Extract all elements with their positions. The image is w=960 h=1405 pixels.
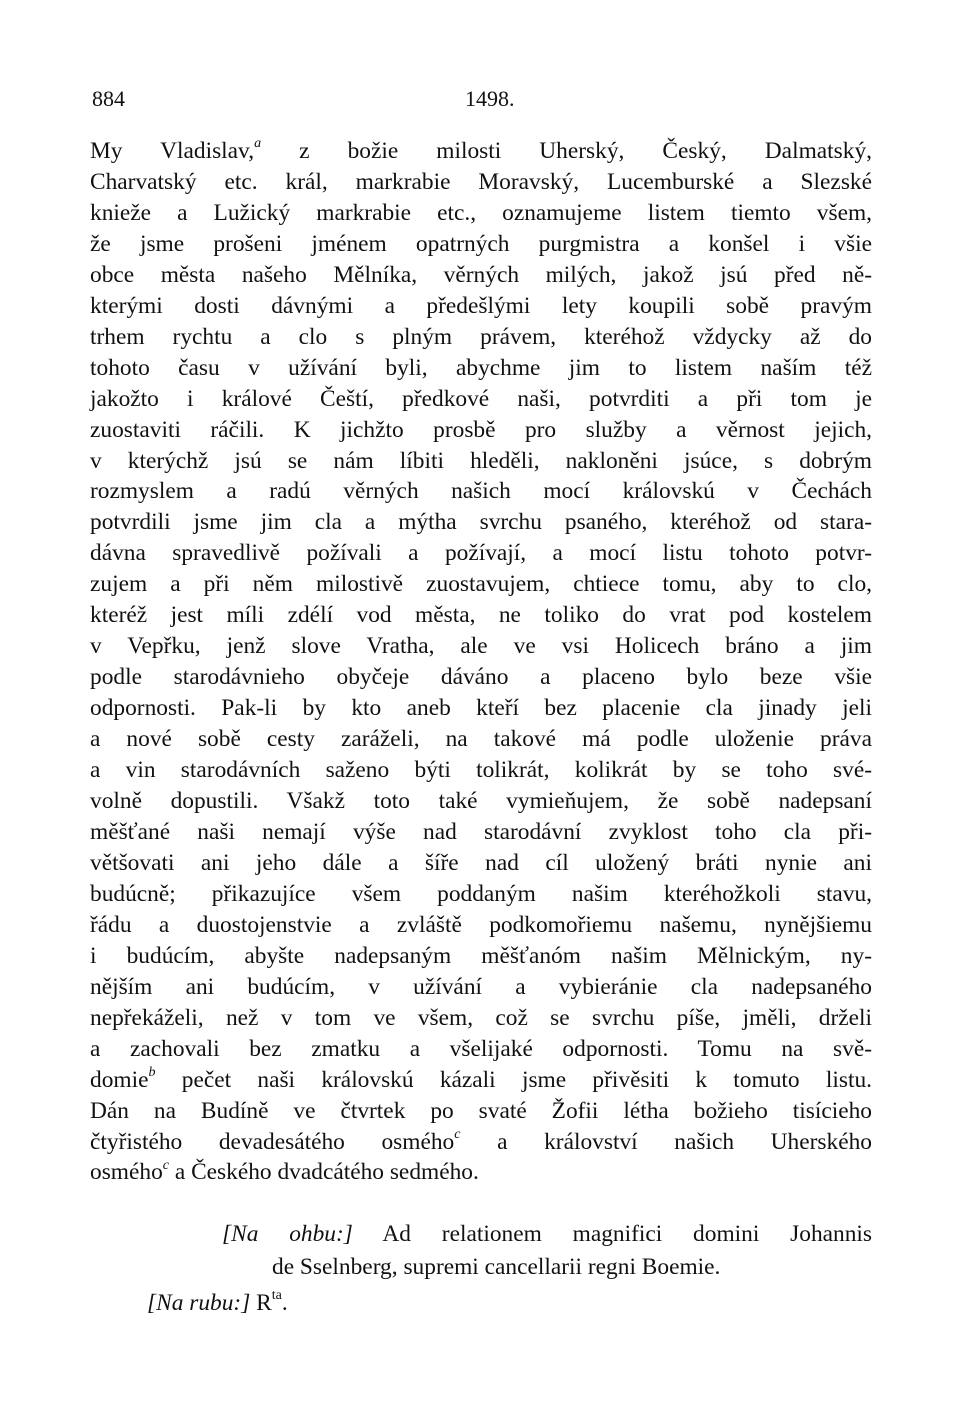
text-segment: kteréž jest míli zdélí vod města, ne toliko do vrat pod kostelem xyxy=(90,602,872,629)
text-segment: rozmyslem a radú věrných našich mocí královskú v Čechách xyxy=(90,478,872,505)
text-line xyxy=(90,229,872,260)
text-segment: potvrdili jsme jim cla a mýtha svrchu psaného, kteréhož od stara- xyxy=(90,509,872,536)
text-line xyxy=(90,322,872,353)
footnote-marker: a xyxy=(254,135,262,152)
text-segment: budúcně; přikazujíce všem poddaným našim kteréhožkoli stavu, xyxy=(90,880,872,907)
text-segment: osmého xyxy=(90,1159,163,1186)
text-line xyxy=(90,167,872,198)
text-line xyxy=(90,848,872,879)
text-line xyxy=(90,879,872,910)
text-segment: z božie milosti Uherský, Český, Dalmatský, xyxy=(261,138,872,164)
text-line xyxy=(90,476,872,507)
text-line xyxy=(90,724,872,755)
text-segment: a Českého dvadcátého sedmého. xyxy=(169,1159,479,1186)
text-segment: domie xyxy=(90,1066,149,1093)
text-line xyxy=(90,941,872,972)
text-segment: v kterýchž jsú se nám líbiti hleděli, nakloněni jsúce, s dobrým xyxy=(90,447,872,474)
text-line xyxy=(90,198,872,229)
fold-note-text-1: Ad relationem magnifici domini Johannis xyxy=(352,1221,873,1247)
text-segment: měšťané naši nemají výše nad starodávní zvyklost toho cla při- xyxy=(90,818,872,845)
text-segment: My Vladislav, xyxy=(90,138,255,164)
footnote-marker: c xyxy=(454,1125,461,1142)
text-line xyxy=(90,260,872,291)
verso-note-end: . xyxy=(281,1290,288,1316)
text-segment: i budúcím, abyšte nadepsaným měšťanóm našim Mělnickým, ny- xyxy=(90,942,872,969)
text-segment: čtyřistého devadesátého osmého xyxy=(90,1128,455,1155)
verso-note-label: [Na rubu:] xyxy=(147,1290,251,1316)
text-line xyxy=(90,1096,872,1127)
text-segment: v Vepřku, jenž slove Vratha, ale ve vsi Holicech bráno a jim xyxy=(90,633,872,660)
text-segment: že jsme prošeni jménem opatrných purgmistra a konšel i všie xyxy=(90,230,872,257)
text-segment: trhem rychtu a clo s plným právem, kteréhož vždycky až do xyxy=(90,323,872,350)
fold-note-line-2: de Sselnberg, supremi cancellarii regni Boemie. xyxy=(272,1254,721,1280)
text-segment: knieže a Lužický markrabie etc., oznamujeme listem tiemto všem, xyxy=(90,199,872,226)
fold-note xyxy=(222,1218,872,1284)
text-line xyxy=(90,1157,872,1188)
text-segment: většovati ani jeho dále a šíře nad cíl uložený bráti nynie ani xyxy=(90,849,872,876)
text-segment: odpornosti. Pak-li by kto aneb kteří bez placenie cla jinady jeli xyxy=(90,695,872,722)
text-line xyxy=(90,786,872,817)
text-segment: a nové sobě cesty zaráželi, na takové má podle uloženie práva xyxy=(90,726,872,753)
text-line xyxy=(90,1065,872,1096)
text-line xyxy=(90,1003,872,1034)
text-line xyxy=(90,662,872,693)
text-line xyxy=(90,538,872,569)
text-line xyxy=(90,446,872,477)
text-line xyxy=(90,415,872,446)
text-segment: obce města našeho Mělníka, věrných milých, jakož jsú před ně- xyxy=(90,261,872,288)
text-line xyxy=(90,972,872,1003)
text-line xyxy=(90,291,872,322)
text-line xyxy=(90,817,872,848)
text-segment: kterými dosti dávnými a předešlými lety koupili sobě pravým xyxy=(90,292,872,319)
text-segment: Dán na Budíně ve čtvrtek po svaté Žofii létha božieho tisícieho xyxy=(90,1097,872,1124)
text-line xyxy=(90,631,872,662)
text-segment: a zachovali bez zmatku a všelijaké odpornosti. Tomu na svě- xyxy=(90,1035,872,1062)
text-line xyxy=(90,1034,872,1065)
text-line xyxy=(90,569,872,600)
text-line xyxy=(90,755,872,786)
document-year: 1498. xyxy=(465,86,515,111)
text-segment: tohoto času v užívání byli, abychme jim to listem naším též xyxy=(90,354,872,381)
text-segment: dávna spravedlivě požívali a požívají, a mocí listu tohoto potvr- xyxy=(90,540,872,567)
text-segment: a vin starodávních saženo býti tolikrát, kolikrát by se toho své- xyxy=(90,757,872,784)
text-segment: nepřekáželi, než v tom ve všem, což se svrchu píše, jměli, drželi xyxy=(90,1004,872,1031)
fold-note-label: [Na ohbu:] xyxy=(222,1221,353,1247)
verso-note-superscript: ta xyxy=(271,1287,282,1304)
verso-note-text: R xyxy=(250,1290,272,1316)
text-line xyxy=(90,910,872,941)
footnote-marker: b xyxy=(148,1063,156,1080)
text-segment: zuostaviti ráčili. K jichžto prosbě pro služby a věrnost jejich, xyxy=(90,416,872,443)
text-segment: zujem a při něm milostivě zuostavujem, chtiece tomu, aby to clo, xyxy=(90,571,872,598)
page-number: 884 xyxy=(92,86,125,111)
charter-text xyxy=(90,136,872,1188)
text-line xyxy=(90,136,872,167)
text-line xyxy=(90,1127,872,1158)
text-line xyxy=(90,353,872,384)
text-segment: Charvatský etc. král, markrabie Moravský, Lucemburské a Slezské xyxy=(90,168,872,195)
text-segment: volně dopustili. Všakž toto také vymieňujem, že sobě nadepsaní xyxy=(90,788,872,815)
text-segment: pečet naši královskú kázali jsme přivěsiti k tomuto listu. xyxy=(155,1066,872,1093)
text-line xyxy=(90,384,872,415)
text-segment: podle starodávnieho obyčeje dáváno a placeno bylo beze všie xyxy=(90,664,872,691)
text-line xyxy=(90,600,872,631)
fold-note-line-1 xyxy=(222,1218,872,1251)
text-segment: řádu a duostojenstvie a zvláště podkomořiemu našemu, nynějšiemu xyxy=(90,911,872,938)
text-segment: jakožto i králové Čeští, předkové naši, potvrditi a při tom je xyxy=(90,385,872,412)
text-line xyxy=(90,507,872,538)
text-line xyxy=(90,693,872,724)
text-segment: nějším ani budúcím, v užívání a vybieránie cla nadepsaného xyxy=(90,973,872,1000)
verso-note xyxy=(147,1287,288,1317)
footnote-marker: c xyxy=(162,1156,169,1173)
text-segment: a království našich Uherského xyxy=(460,1128,872,1155)
